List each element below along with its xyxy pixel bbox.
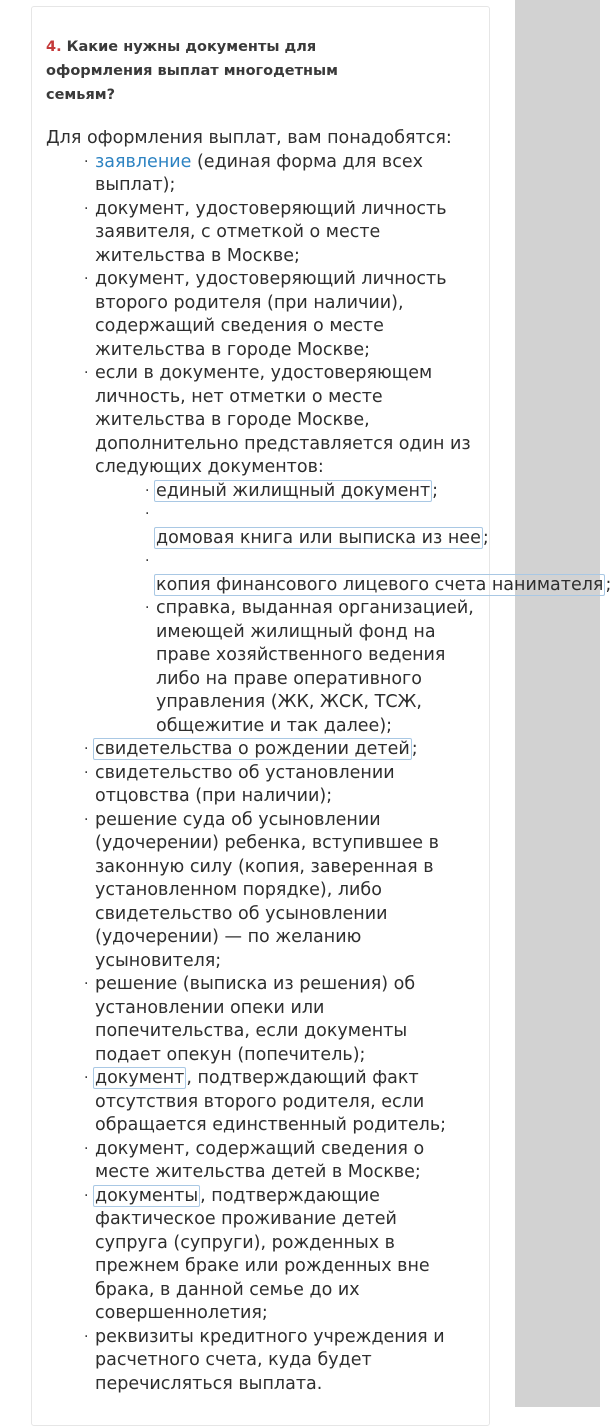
sub-list-item <box>145 550 611 597</box>
faq-question[interactable] <box>46 35 366 107</box>
list-item <box>84 268 475 362</box>
list-item <box>84 151 475 198</box>
bullet-icon: · <box>84 741 89 757</box>
bullet-icon: · <box>84 811 89 828</box>
list-item-text: документ, удостоверяющий личность второго родителя (при наличии), содержащий сведения о месте жительства в городе Москве; <box>95 269 447 360</box>
list-item <box>84 1326 475 1397</box>
bullet-icon: · <box>84 153 89 170</box>
bullet-icon: · <box>84 365 89 381</box>
scroll-gutter <box>515 0 600 1407</box>
list-item <box>84 362 611 738</box>
list-item-text: свидетельство об установлении отцовства (при наличии); <box>95 762 395 806</box>
question-text: Какие нужны документы для оформления выплат многодетным семьям? <box>46 39 338 103</box>
sub-list-item-text: ; <box>482 527 489 548</box>
list-item <box>84 809 475 974</box>
list-item-text: документ, удостоверяющий личность заявителя, с отметкой о месте жительства в Москве; <box>95 198 447 266</box>
sub-list-item <box>145 597 476 738</box>
bullet-icon: · <box>84 1328 89 1345</box>
list-item <box>84 1138 475 1185</box>
bullet-icon: · <box>84 1070 89 1086</box>
list-item <box>84 1185 475 1326</box>
account-copy-link[interactable]: копия финансового лицевого счета нанимателя <box>156 574 604 595</box>
list-item-text: решение (выписка из решения) об установлении опеки или попечительства, если документы подает опекун (попечитель); <box>95 974 416 1065</box>
bullet-icon: · <box>84 1187 89 1204</box>
house-book-link[interactable]: домовая книга или выписка из нее <box>156 527 481 548</box>
bullet-icon: · <box>84 271 89 287</box>
bullet-icon: · <box>84 1140 89 1157</box>
bullet-icon: · <box>84 764 89 781</box>
list-item-text: , подтверждающий факт отсутствия второго родителя, если обращается единственный родитель; <box>95 1068 447 1135</box>
empty-line <box>156 503 476 527</box>
birth-certificates-link[interactable]: свидетельства о рождении детей <box>95 739 410 759</box>
list-item-text: (единая форма для всех выплат); <box>95 151 423 195</box>
documents-list <box>84 151 611 1397</box>
bullet-icon: · <box>84 976 89 992</box>
bullet-icon: · <box>145 553 150 569</box>
residence-proof-documents-link[interactable]: документы <box>95 1185 199 1206</box>
bullet-icon: · <box>145 506 150 522</box>
application-link[interactable]: заявление <box>95 151 192 172</box>
list-item-text: решение суда об усыновлении (удочерении) ребенка, вступившее в законную силу (копия, заверенная в установленном порядке), либо свидетельство об усыновлении (удочерении) — по желанию усыновителя; <box>95 809 439 971</box>
list-item-text: ; <box>411 739 418 759</box>
list-item-text: если в документе, удостоверяющем личность, нет отметки о месте жительства в городе Москве, дополнительно представляется один из следующих документов: <box>95 363 471 477</box>
list-item <box>84 738 475 762</box>
question-number: 4. <box>46 39 62 55</box>
faq-answer <box>46 127 611 1396</box>
list-item-text: , подтверждающие фактическое проживание детей супруга (супруги), рожденных в прежнем браке или рожденных вне брака, в данной семье до их совершеннолетия; <box>95 1185 430 1323</box>
sub-list-item-text: справка, выданная организацией, имеющей жилищный фонд на праве хозяйственного ведения либо на праве оперативного управления (ЖК, ЖСК, ТСЖ, общежитие и так далее); <box>156 598 474 736</box>
residence-documents-list <box>145 480 611 739</box>
bullet-icon: · <box>84 200 89 217</box>
sub-list-item <box>145 480 476 504</box>
list-item <box>84 762 475 809</box>
bullet-icon: · <box>145 600 150 616</box>
list-item-text: реквизиты кредитного учреждения и расчетного счета, куда будет перечисляться выплата. <box>95 1326 445 1394</box>
housing-document-link[interactable]: единый жилищный документ <box>156 480 431 501</box>
list-item <box>84 973 475 1067</box>
sub-list-item <box>145 503 489 550</box>
list-item-text: документ, содержащий сведения о месте жительства детей в Москве; <box>95 1138 425 1182</box>
answer-intro: Для оформления выплат, вам понадобятся: <box>46 128 452 148</box>
list-item <box>84 198 475 269</box>
list-item <box>84 1067 475 1138</box>
sub-list-item-text: ; <box>605 574 611 595</box>
sub-list-item-text: ; <box>432 480 439 501</box>
bullet-icon: · <box>145 482 150 499</box>
empty-line <box>156 550 476 574</box>
absence-document-link[interactable]: документ <box>95 1068 185 1088</box>
